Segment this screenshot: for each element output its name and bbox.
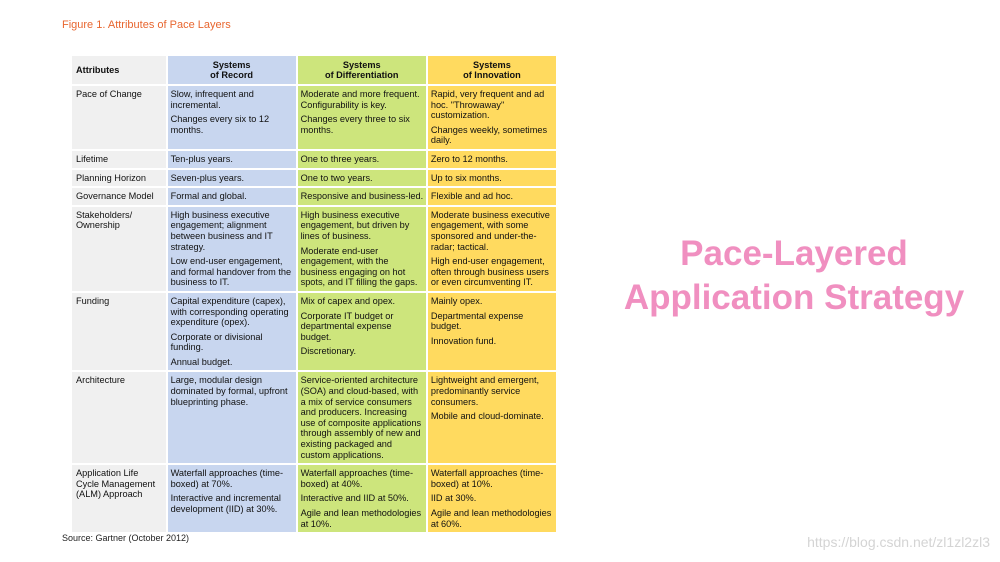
- table-cell: [428, 293, 556, 371]
- cell-text: Changes every three to six months.: [300, 114, 410, 135]
- cell-text: Interactive and incremental development (IID) at 30%.: [170, 493, 281, 514]
- table-cell: [298, 372, 426, 463]
- table-cell: [168, 372, 296, 463]
- table-cell: [428, 465, 556, 532]
- header-systems-of-innovation: Systems of Innovation: [428, 56, 556, 84]
- cell-text: Waterfall approaches (time-boxed) at 40%.: [300, 468, 414, 489]
- table-row: [72, 188, 556, 205]
- cell-text: Seven-plus years.: [170, 172, 245, 183]
- source-note: Source: Gartner (October 2012): [62, 533, 190, 543]
- table-row: [72, 207, 556, 291]
- cell-text: Lightweight and emergent, predominantly service consumers.: [430, 375, 540, 407]
- table-row: [72, 151, 556, 168]
- cell-text: Ten-plus years.: [170, 153, 233, 164]
- cell-text: Changes weekly, sometimes daily.: [430, 124, 548, 146]
- pace-layers-table: [70, 54, 558, 534]
- header-systems-of-differentiation: Systems of Differentiation: [298, 56, 426, 84]
- cell-text: One to three years.: [300, 153, 380, 164]
- table-cell: [428, 207, 556, 291]
- cell-text: Agile and lean methodologies at 60%.: [430, 508, 552, 529]
- cell-text: High business executive engagement; alignment between business and IT strategy.: [170, 209, 273, 252]
- table-cell: [428, 188, 556, 205]
- cell-text: Agile and lean methodologies at 10%.: [300, 508, 422, 529]
- table-cell: [428, 151, 556, 168]
- cell-text: Mainly opex.: [430, 295, 483, 306]
- watermark-url: https://blog.csdn.net/zl1zl2zl3: [807, 534, 990, 550]
- cell-text: Formal and global.: [170, 191, 247, 202]
- cell-text: Moderate business executive engagement, with some sponsored and under-the-radar; tactical.: [430, 209, 550, 252]
- table-cell: [298, 465, 426, 532]
- table-cell: [168, 465, 296, 532]
- cell-text: Moderate and more frequent. Configurability is key.: [300, 89, 420, 110]
- attribute-label: Lifetime: [72, 151, 166, 168]
- cell-text: Waterfall approaches (time-boxed) at 70%.: [170, 468, 284, 489]
- cell-text: High end-user engagement, often through business users or even circumventing IT.: [430, 256, 549, 288]
- table-cell: [298, 188, 426, 205]
- table-cell: [168, 188, 296, 205]
- table-row: [72, 465, 556, 532]
- cell-text: Up to six months.: [430, 172, 502, 183]
- cell-text: Low end-user engagement, and formal handover from the business to IT.: [170, 256, 292, 288]
- table-cell: [298, 151, 426, 168]
- cell-text: Changes every six to 12 months.: [170, 114, 270, 135]
- table-row: [72, 86, 556, 149]
- table-cell: [298, 86, 426, 149]
- cell-text: Responsive and business-led.: [300, 191, 424, 202]
- cell-text: Corporate or divisional funding.: [170, 331, 263, 353]
- table-row: [72, 170, 556, 187]
- cell-text: High business executive engagement, but driven by lines of business.: [300, 209, 410, 241]
- table-header-row: [72, 56, 556, 84]
- cell-text: Corporate IT budget or departmental expense budget.: [300, 310, 394, 342]
- table-cell: [298, 170, 426, 187]
- cell-text: Mobile and cloud-dominate.: [430, 411, 544, 422]
- slide-title: Pace-Layered Application Strategy: [623, 234, 965, 317]
- attribute-label: Planning Horizon: [72, 170, 166, 187]
- table-cell: [168, 170, 296, 187]
- cell-text: One to two years.: [300, 172, 373, 183]
- cell-text: Departmental expense budget.: [430, 310, 524, 332]
- cell-text: Large, modular design dominated by formal, upfront blueprinting phase.: [170, 375, 288, 407]
- header-systems-of-record: Systems of Record: [168, 56, 296, 84]
- cell-text: Mix of capex and opex.: [300, 295, 396, 306]
- header-attributes: Attributes: [72, 56, 166, 84]
- table-cell: [298, 207, 426, 291]
- table-cell: [168, 293, 296, 371]
- cell-text: Discretionary.: [300, 346, 357, 357]
- attribute-label: Architecture: [72, 372, 166, 463]
- figure-caption: Figure 1. Attributes of Pace Layers: [62, 19, 231, 31]
- table-body: [72, 86, 556, 532]
- table-row: [72, 293, 556, 371]
- table-cell: [298, 293, 426, 371]
- attribute-label: Governance Model: [72, 188, 166, 205]
- cell-text: Capital expenditure (capex), with corresponding operating expenditure (opex).: [170, 295, 289, 328]
- cell-text: Service-oriented architecture (SOA) and cloud-based, with a mix of service consumers and producers. Increasing use of composite applications through assembly of new and existing packaged and custom applications.: [300, 375, 422, 460]
- cell-text: Waterfall approaches (time-boxed) at 10%.: [430, 468, 544, 489]
- attribute-label: Stakeholders/ Ownership: [72, 207, 166, 291]
- attribute-label: Pace of Change: [72, 86, 166, 149]
- cell-text: Rapid, very frequent and ad hoc. "Throwaway" customization.: [430, 89, 545, 121]
- cell-text: Slow, infrequent and incremental.: [170, 89, 254, 110]
- table-cell: [168, 207, 296, 291]
- table-cell: [168, 151, 296, 168]
- cell-text: Flexible and ad hoc.: [430, 191, 514, 202]
- attribute-label: Funding: [72, 293, 166, 371]
- cell-text: Interactive and IID at 50%.: [300, 493, 409, 504]
- cell-text: Annual budget.: [170, 356, 233, 367]
- cell-text: IID at 30%.: [430, 493, 477, 504]
- table-row: [72, 372, 556, 463]
- cell-text: Moderate end-user engagement, with the business engaging on hot spots, and IT filling the gaps.: [300, 245, 418, 288]
- table-cell: [428, 170, 556, 187]
- cell-text: Innovation fund.: [430, 335, 497, 346]
- table-cell: [428, 372, 556, 463]
- table-cell: [168, 86, 296, 149]
- table-cell: [428, 86, 556, 149]
- cell-text: Zero to 12 months.: [430, 153, 508, 164]
- attribute-label: Application Life Cycle Management (ALM) Approach: [72, 465, 166, 532]
